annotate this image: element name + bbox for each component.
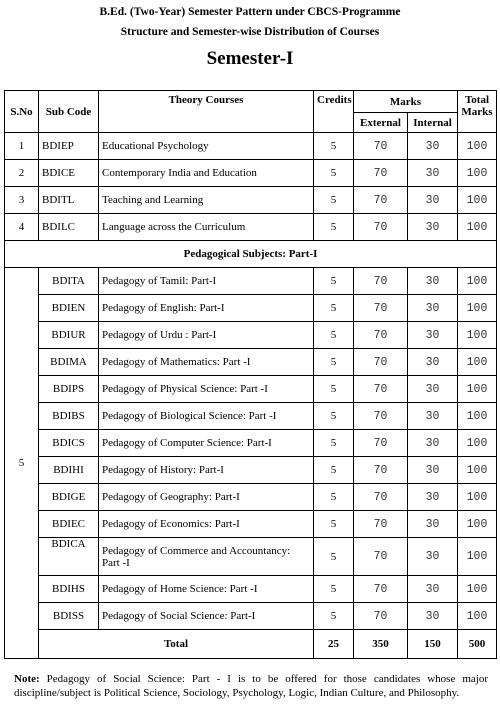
- table-row: [5, 576, 497, 603]
- table-row: [5, 295, 497, 322]
- subcode-cell: BDIEP: [39, 133, 99, 160]
- credits-cell: 5: [314, 457, 354, 484]
- table-row: [5, 511, 497, 538]
- external-cell: 70: [354, 538, 408, 576]
- subcode-cell: BDITA: [39, 268, 99, 295]
- table-row: [5, 484, 497, 511]
- section-row: [5, 241, 497, 268]
- sno-cell: 5: [5, 268, 39, 659]
- credits-cell: 5: [314, 430, 354, 457]
- table-row: [5, 214, 497, 241]
- course-cell: Pedagogy of Tamil: Part-I: [99, 268, 314, 295]
- total-cell: 100: [458, 576, 497, 603]
- external-cell: 70: [354, 511, 408, 538]
- internal-cell: 30: [408, 603, 458, 630]
- course-cell: Pedagogy of Biological Science: Part -I: [99, 403, 314, 430]
- credits-cell: 5: [314, 484, 354, 511]
- total-cell: 100: [458, 295, 497, 322]
- external-cell: 70: [354, 430, 408, 457]
- external-cell: 70: [354, 322, 408, 349]
- course-cell: Pedagogy of Physical Science: Part -I: [99, 376, 314, 403]
- sno-cell: 2: [5, 160, 39, 187]
- external-cell: 70: [354, 576, 408, 603]
- header-internal: Internal: [408, 113, 458, 133]
- course-cell: Pedagogy of Commerce and Accountancy: Part -I: [99, 538, 314, 576]
- table-row: [5, 603, 497, 630]
- subcode-cell: BDIHI: [39, 457, 99, 484]
- subcode-cell: BDIEC: [39, 511, 99, 538]
- external-cell: 70: [354, 603, 408, 630]
- external-cell: 70: [354, 187, 408, 214]
- internal-cell: 30: [408, 511, 458, 538]
- total-cell: 100: [458, 484, 497, 511]
- internal-cell: 30: [408, 538, 458, 576]
- course-cell: Pedagogy of Economics: Part-I: [99, 511, 314, 538]
- table-row: [5, 403, 497, 430]
- course-cell: Pedagogy of Home Science: Part -I: [99, 576, 314, 603]
- note-label: Note:: [14, 673, 40, 685]
- internal-cell: 30: [408, 322, 458, 349]
- internal-cell: 30: [408, 268, 458, 295]
- subcode-cell: BDICA: [39, 538, 99, 576]
- header-marks: Marks: [354, 91, 458, 113]
- course-cell: Pedagogy of Mathematics: Part -I: [99, 349, 314, 376]
- subcode-cell: BDIEN: [39, 295, 99, 322]
- header-external: External: [354, 113, 408, 133]
- subcode-cell: BDIPS: [39, 376, 99, 403]
- external-cell: 70: [354, 457, 408, 484]
- page-title: Semester-I: [206, 48, 294, 69]
- total-external: 350: [354, 630, 408, 659]
- header-courses: Theory Courses: [99, 91, 314, 133]
- total-cell: 100: [458, 187, 497, 214]
- total-cell: 100: [458, 160, 497, 187]
- table-row: [5, 187, 497, 214]
- total-cell: 100: [458, 603, 497, 630]
- total-cell: 100: [458, 511, 497, 538]
- table-row: [5, 322, 497, 349]
- course-cell: Contemporary India and Education: [99, 160, 314, 187]
- total-cell: 100: [458, 376, 497, 403]
- credits-cell: 5: [314, 133, 354, 160]
- internal-cell: 30: [408, 576, 458, 603]
- header-line-1: B.Ed. (Two-Year) Semester Pattern under CBCS-Programme: [99, 6, 401, 18]
- table-row: [5, 160, 497, 187]
- credits-cell: 5: [314, 214, 354, 241]
- course-cell: Educational Psychology: [99, 133, 314, 160]
- course-cell: Pedagogy of English: Part-I: [99, 295, 314, 322]
- table-row: [5, 430, 497, 457]
- table-row: [5, 457, 497, 484]
- credits-cell: 5: [314, 322, 354, 349]
- course-table: [4, 90, 497, 659]
- pedagogical-title: Pedagogical Subjects: Part-I: [5, 241, 497, 268]
- table-row: [5, 268, 497, 295]
- subcode-cell: BDITL: [39, 187, 99, 214]
- course-cell: Pedagogy of Geography: Part-I: [99, 484, 314, 511]
- internal-cell: 30: [408, 403, 458, 430]
- sno-cell: 3: [5, 187, 39, 214]
- header-sno: S.No: [5, 91, 39, 133]
- total-cell: 100: [458, 268, 497, 295]
- total-cell: 100: [458, 133, 497, 160]
- course-cell: Pedagogy of Computer Science: Part-I: [99, 430, 314, 457]
- total-credits: 25: [314, 630, 354, 659]
- total-label: Total: [39, 630, 314, 659]
- total-cell: 100: [458, 457, 497, 484]
- internal-cell: 30: [408, 295, 458, 322]
- credits-cell: 5: [314, 403, 354, 430]
- internal-cell: 30: [408, 430, 458, 457]
- total-cell: 100: [458, 322, 497, 349]
- total-internal: 150: [408, 630, 458, 659]
- external-cell: 70: [354, 349, 408, 376]
- subcode-cell: BDIHS: [39, 576, 99, 603]
- subcode-cell: BDICE: [39, 160, 99, 187]
- table-row: [5, 538, 497, 576]
- sno-cell: 1: [5, 133, 39, 160]
- external-cell: 70: [354, 376, 408, 403]
- subcode-cell: BDICS: [39, 430, 99, 457]
- subcode-cell: BDIUR: [39, 322, 99, 349]
- subcode-cell: BDISS: [39, 603, 99, 630]
- credits-cell: 5: [314, 187, 354, 214]
- course-cell: Pedagogy of Social Science: Part-I: [99, 603, 314, 630]
- internal-cell: 30: [408, 484, 458, 511]
- course-cell: Pedagogy of History: Part-I: [99, 457, 314, 484]
- course-cell: Pedagogy of Urdu : Part-I: [99, 322, 314, 349]
- external-cell: 70: [354, 133, 408, 160]
- internal-cell: 30: [408, 160, 458, 187]
- subcode-cell: BDIGE: [39, 484, 99, 511]
- course-cell: Teaching and Learning: [99, 187, 314, 214]
- credits-cell: 5: [314, 268, 354, 295]
- credits-cell: 5: [314, 160, 354, 187]
- credits-cell: 5: [314, 511, 354, 538]
- total-marks: 500: [458, 630, 497, 659]
- subcode-cell: BDILC: [39, 214, 99, 241]
- header-line-2: Structure and Semester-wise Distribution of Courses: [120, 26, 380, 38]
- total-cell: 100: [458, 214, 497, 241]
- subcode-cell: BDIMA: [39, 349, 99, 376]
- note-text: Pedagogy of Social Science: Part - I is to be offered for those candidates whose major discipline/subject is Political Science, Sociology, Psychology, Logic, Indian Culture, and Philosophy.: [14, 673, 488, 699]
- note: [14, 672, 488, 700]
- credits-cell: 5: [314, 603, 354, 630]
- total-cell: 100: [458, 349, 497, 376]
- internal-cell: 30: [408, 376, 458, 403]
- table-row: [5, 376, 497, 403]
- total-cell: 100: [458, 430, 497, 457]
- external-cell: 70: [354, 160, 408, 187]
- external-cell: 70: [354, 295, 408, 322]
- header-subcode: Sub Code: [39, 91, 99, 133]
- total-cell: 100: [458, 403, 497, 430]
- credits-cell: 5: [314, 295, 354, 322]
- internal-cell: 30: [408, 187, 458, 214]
- external-cell: 70: [354, 268, 408, 295]
- header-credits: Credits: [314, 91, 354, 133]
- sno-cell: 4: [5, 214, 39, 241]
- internal-cell: 30: [408, 457, 458, 484]
- course-cell: Language across the Curriculum: [99, 214, 314, 241]
- credits-cell: 5: [314, 576, 354, 603]
- table-row: [5, 133, 497, 160]
- internal-cell: 30: [408, 214, 458, 241]
- credits-cell: 5: [314, 376, 354, 403]
- internal-cell: 30: [408, 133, 458, 160]
- header-total: Total Marks: [458, 91, 497, 133]
- credits-cell: 5: [314, 349, 354, 376]
- internal-cell: 30: [408, 349, 458, 376]
- table-row: [5, 349, 497, 376]
- external-cell: 70: [354, 484, 408, 511]
- total-cell: 100: [458, 538, 497, 576]
- total-row: [5, 630, 497, 659]
- external-cell: 70: [354, 403, 408, 430]
- subcode-cell: BDIBS: [39, 403, 99, 430]
- external-cell: 70: [354, 214, 408, 241]
- credits-cell: 5: [314, 538, 354, 576]
